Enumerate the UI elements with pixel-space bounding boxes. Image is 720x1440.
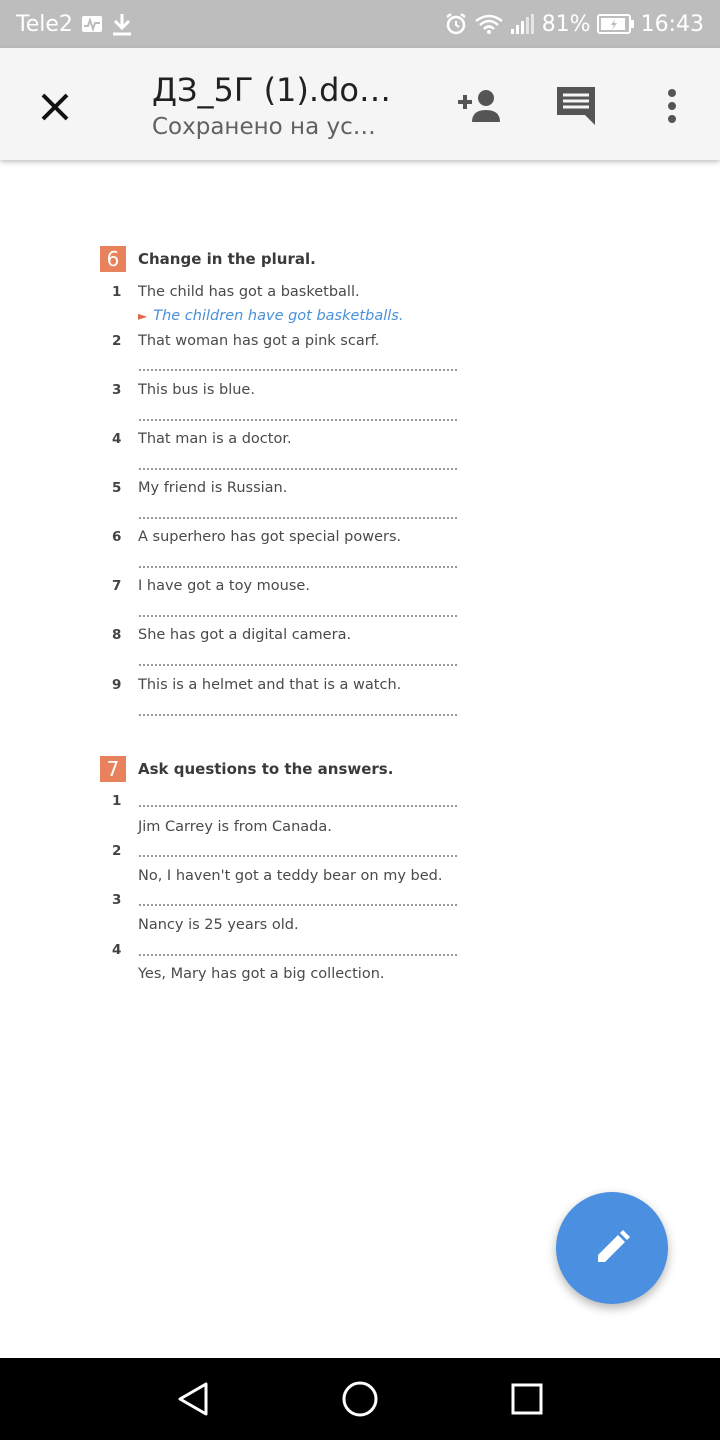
- example-answer: [138, 308, 403, 324]
- list-item: [112, 677, 401, 693]
- example-text: The children have got basketballs.: [153, 308, 404, 324]
- list-item: [112, 892, 138, 908]
- exercise-title: Ask questions to the answers.: [138, 760, 394, 778]
- list-item: [112, 942, 138, 958]
- item-number: 1: [112, 793, 122, 809]
- answer-line: [138, 664, 458, 666]
- more-options-button[interactable]: [644, 78, 700, 134]
- item-text: I have got a toy mouse.: [138, 578, 310, 594]
- answer-line: [138, 615, 458, 617]
- answer-line: [138, 369, 458, 371]
- item-text: The child has got a basketball.: [138, 284, 360, 300]
- list-item: [112, 529, 401, 545]
- list-item: [112, 843, 138, 859]
- recents-button[interactable]: [492, 1364, 562, 1434]
- item-number: 5: [112, 480, 122, 496]
- system-navigation-bar: [0, 1358, 720, 1440]
- item-text: She has got a digital camera.: [138, 627, 352, 643]
- close-button[interactable]: [30, 82, 80, 132]
- list-item: [112, 480, 287, 496]
- signal-icon: [510, 13, 536, 35]
- wifi-icon: [474, 13, 504, 35]
- answer-line: [138, 517, 458, 519]
- more-vert-icon: [666, 88, 678, 124]
- answer-line: [138, 419, 458, 421]
- document-title: ДЗ_5Г (1).do…: [152, 71, 391, 109]
- answer-text: Nancy is 25 years old.: [138, 917, 299, 933]
- status-bar: [0, 0, 720, 48]
- triangle-arrow-icon: ►: [138, 309, 148, 323]
- item-text: That man is a doctor.: [138, 431, 292, 447]
- answer-line: [138, 566, 458, 568]
- exercise-number-badge: 7: [100, 756, 126, 782]
- pencil-icon: [592, 1228, 632, 1268]
- clock: 16:43: [640, 11, 704, 37]
- item-number: 2: [112, 843, 122, 859]
- close-icon: [39, 91, 71, 123]
- comment-icon: [555, 85, 597, 127]
- app-bar: [0, 48, 720, 160]
- carrier-label: Tele2: [16, 11, 73, 37]
- exercise-7-header: [100, 756, 393, 782]
- exercise-number-badge: 6: [100, 246, 126, 272]
- item-number: 6: [112, 529, 122, 545]
- item-text: That woman has got a pink scarf.: [138, 333, 380, 349]
- status-left: [16, 12, 133, 37]
- list-item: [112, 793, 138, 809]
- item-text: My friend is Russian.: [138, 480, 288, 496]
- edit-fab-button[interactable]: [556, 1192, 668, 1304]
- battery-percent: 81%: [541, 11, 591, 37]
- item-number: 2: [112, 333, 122, 349]
- alarm-icon: [444, 12, 468, 36]
- exercise-title: Change in the plural.: [138, 250, 316, 268]
- item-number: 3: [112, 892, 122, 908]
- share-button[interactable]: [452, 78, 508, 134]
- list-item: [112, 431, 292, 447]
- add-person-icon: [456, 88, 504, 124]
- item-text: This is a helmet and that is a watch.: [138, 677, 402, 693]
- answer-text: Yes, Mary has got a big collection.: [138, 966, 385, 982]
- document-page[interactable]: [0, 160, 720, 1358]
- item-number: 8: [112, 627, 122, 643]
- recents-square-icon: [510, 1382, 544, 1416]
- list-item: [112, 333, 379, 349]
- exercise-6-header: [100, 246, 316, 272]
- list-item: [112, 627, 351, 643]
- title-block: [152, 70, 432, 142]
- home-circle-icon: [341, 1380, 379, 1418]
- item-number: 4: [112, 431, 122, 447]
- list-item: [112, 578, 310, 594]
- answer-line: [138, 855, 458, 857]
- item-text: This bus is blue.: [138, 382, 255, 398]
- list-item: [112, 382, 255, 398]
- item-number: 9: [112, 677, 122, 693]
- home-button[interactable]: [325, 1364, 395, 1434]
- save-status: Сохранено на ус…: [152, 114, 376, 140]
- answer-text: No, I haven't got a teddy bear on my bed.: [138, 868, 443, 884]
- activity-icon: [81, 15, 103, 33]
- item-number: 1: [112, 284, 122, 300]
- item-text: A superhero has got special powers.: [138, 529, 402, 545]
- status-right: [444, 12, 704, 37]
- item-number: 7: [112, 578, 122, 594]
- comments-button[interactable]: [548, 78, 604, 134]
- answer-line: [138, 904, 458, 906]
- item-number: 3: [112, 382, 122, 398]
- download-icon: [111, 12, 133, 36]
- answer-text: Jim Carrey is from Canada.: [138, 819, 332, 835]
- battery-icon: [597, 13, 635, 35]
- list-item: [112, 284, 360, 300]
- answer-line: [138, 714, 458, 716]
- back-triangle-icon: [176, 1381, 210, 1417]
- answer-line: [138, 468, 458, 470]
- item-number: 4: [112, 942, 122, 958]
- back-button[interactable]: [158, 1364, 228, 1434]
- answer-line: [138, 954, 458, 956]
- answer-line: [138, 805, 458, 807]
